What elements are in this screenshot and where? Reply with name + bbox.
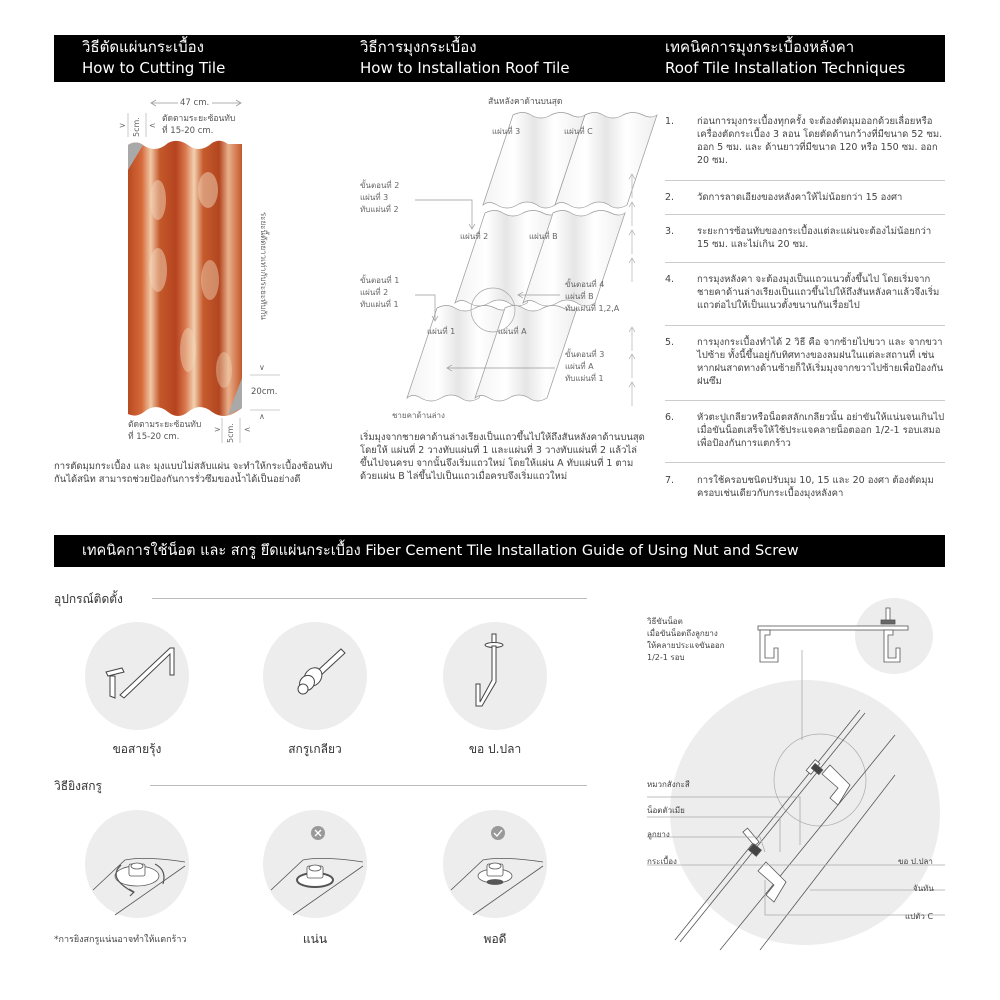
screw-method-label-2: แน่น [302, 932, 328, 946]
cut-tile-illustration [128, 140, 246, 425]
installation-title-en: How to Installation Roof Tile [360, 59, 570, 77]
divider [665, 180, 945, 181]
technique-text: การมุงหลังคา จะต้องมุงเป็นแถวแนวตั้งขึ้นไป โดยเริ่มจากชายคาด้านล่างเรียงเป็นแถวขึ้นไปให้ถึงสันหลังคาแล้วจึงเริ่มแถวต่อไปให้เป็นแนวตั้งขนานกันเรื่อยไป [697, 274, 940, 311]
top-cut-label-2: ที่ 15-20 cm. [162, 126, 214, 136]
step4-line3: ทับแผ่นที่ 1,2,A [565, 304, 620, 313]
technique-item-2 [665, 191, 945, 204]
technique-num: 5. [665, 337, 675, 348]
equipment-label-3: ขอ ป.ปลา [468, 742, 522, 756]
roof-tiles-diagram [355, 110, 645, 410]
part-label-nut: น็อตตัวเมีย [647, 806, 685, 815]
techniques-title-en: Roof Tile Installation Techniques [665, 59, 906, 77]
step1-line3: ทับแผ่นที่ 1 [360, 300, 399, 309]
step3-line2: แผ่นที่ A [565, 362, 594, 371]
arrow-left-glyph: < [149, 121, 156, 130]
equipment-label-1: ขอสายรุ้ง [112, 742, 162, 756]
divider [665, 214, 945, 215]
installation-title-th: วิธีการมุงกระเบื้อง [360, 38, 477, 56]
width-label: 47 cm. [180, 98, 210, 108]
nut-method-line-3: ให้คลายประแจขันออก [647, 641, 725, 650]
rainbow-hook-icon [100, 640, 180, 710]
technique-text: หัวตะปูเกลียวหรือน็อตสลักเกลียวนั้น อย่าขันให้แน่นจนเกินไป เมื่อขันน็อตเสร็จให้ใช้ประแจคลายน็อตออก 1/2-1 รอบเสมอ เพื่อป้องกันการแตกร้าว [697, 412, 945, 449]
part-label-tile: กระเบื้อง [647, 857, 677, 866]
nut-method-line-1: วิธีขันน็อต [647, 617, 683, 626]
side-arrow-up-glyph: ∧ [259, 412, 265, 421]
part-label-rafter: จันทัน [913, 884, 934, 893]
nut-method-line-2: เมื่อขันน็อตถึงลูกยาง [647, 629, 718, 638]
screw-method-title: วิธียิงสกรู [54, 779, 102, 793]
technique-text: ก่อนการมุงกระเบื้องทุกครั้ง จะต้องตัดมุมออกด้วยเลื่อยหรือเครื่องตัดกระเบื้อง 3 ลอน โดยตัดด้านกว้างที่มีขนาด 52 ซม. ออก 5 ซม. และ ด้านยาวที่มีขนาด 120 หรือ 150 ซม. ออก 20 ซม. [697, 116, 943, 166]
top-cut-label-1: ตัดตามระยะซ้อนทับ [162, 114, 236, 124]
cutting-description: การตัดมุมกระเบื้อง และ มุงแบบไม่สลับแผ่น จะทำให้กระเบื้องซ้อนทับกันได้สนิท สามารถช่วยป้องกันการรั่วซึมของน้ำได้เป็นอย่างดี [54, 461, 333, 485]
guide-header [54, 535, 945, 567]
part-label-zinc-cap: หมวกสังกะสี [647, 780, 690, 789]
tile-label-c: แผ่นที่ C [564, 127, 593, 136]
technique-num: 6. [665, 412, 675, 423]
step1-line2: แผ่นที่ 2 [360, 288, 389, 297]
cutting-title-th: วิธีตัดแผ่นกระเบื้อง [82, 38, 204, 56]
technique-item-5 [665, 336, 945, 388]
part-label-rubber: ลูกยาง [647, 830, 670, 839]
arrow-right-glyph: > [119, 121, 126, 130]
technique-num: 4. [665, 274, 675, 285]
nut-assembly-diagram [600, 590, 950, 950]
step2-line3: ทับแผ่นที่ 2 [360, 205, 399, 214]
step4-line1: ขั้นตอนที่ 4 [565, 280, 605, 289]
bottom-arrow-left-glyph: < [244, 425, 251, 434]
side-20cm-label: 20cm. [251, 387, 278, 397]
techniques-title-th: เทคนิคการมุงกระเบื้องหลังคา [665, 38, 855, 56]
tile-label-2: แผ่นที่ 2 [460, 232, 489, 241]
part-label-j-hook: ขอ ป.ปลา [898, 857, 933, 866]
divider [665, 262, 945, 263]
step4-line2: แผ่นที่ B [565, 292, 594, 301]
technique-text: ระยะการซ้อนทับของกระเบื้องแต่ละแผ่นจะต้องไม่น้อยกว่า 15 ซม. และไม่เกิน 20 ซม. [697, 226, 932, 250]
step3-line1: ขั้นตอนที่ 3 [565, 350, 605, 359]
guide-title: เทคนิคการใช้น็อต และ สกรู ยึดแผ่นกระเบื้อง Fiber Cement Tile Installation Guide of Using Nut and Screw [82, 543, 799, 559]
tile-label-3: แผ่นที่ 3 [492, 127, 521, 136]
divider [665, 462, 945, 463]
bottom-5cm-label: 5cm. [226, 423, 235, 443]
technique-num: 2. [665, 192, 675, 203]
tile-label-1: แผ่นที่ 1 [427, 327, 456, 336]
equipment-label-2: สกรูเกลียว [288, 742, 342, 756]
j-hook-icon [470, 632, 520, 722]
technique-text: การใช้ครอบชนิดปรับมุม 10, 15 และ 20 องศา ต้องตัดมุมครอบเช่นเดียวกับกระเบื้องมุงหลังคา [697, 475, 934, 499]
step2-line1: ขั้นตอนที่ 2 [360, 181, 400, 190]
technique-item-4 [665, 273, 945, 312]
ridge-label: สันหลังคาด้านบนสุด [488, 97, 563, 107]
bottom-arrow-right-glyph: > [214, 425, 221, 434]
technique-num: 3. [665, 226, 675, 237]
wrong-icon [311, 826, 325, 840]
screw-method-label-3: พอดี [483, 932, 507, 946]
technique-item-6 [665, 411, 945, 450]
equipment-title: อุปกรณ์ติดตั้ง [54, 592, 123, 606]
top-5cm-label: 5cm. [132, 117, 141, 137]
installation-description: เริ่มมุงจากชายคาด้านล่างเรียงเป็นแถวขึ้นไปให้ถึงสันหลังคาด้านบนสุด โดยให้ แผ่นที่ 2 วางทับแผ่นที่ 1 และแผ่นที่ 3 วางทับแผ่นที่ 2 แล้วไล่ขึ้นไปจนครบ จากนั้นจึงเริ่มแถวใหม่ โดยให้แผ่น A ทับแผ่นที่ 1 ตามด้วยแผ่น B ไล่ขึ้นไปเป็นแถวเมื่อครบจึงเริ่มแถวใหม่ [360, 432, 645, 482]
side-arrow-down-glyph: ∨ [259, 363, 265, 372]
step1-line1: ขั้นตอนที่ 1 [360, 276, 400, 285]
screw-method-label-1: *การยิงสกรูแน่นอาจทำให้แตกร้าว [54, 935, 187, 945]
bottom-cut-label-1: ตัดตามระยะซ้อนทับ [128, 420, 202, 430]
eaves-label: ชายคาด้านล่าง [392, 411, 445, 420]
technique-item-7 [665, 474, 945, 500]
cutting-title-en: How to Cutting Tile [82, 59, 226, 77]
tile-label-a: แผ่นที่ A [498, 327, 527, 336]
technique-num: 7. [665, 475, 675, 486]
step3-line3: ทับแผ่นที่ 1 [565, 374, 604, 383]
part-label-c-purlin: แปตัว C [905, 912, 934, 921]
correct-icon [491, 826, 505, 840]
bottom-cut-label-2: ที่ 15-20 cm. [128, 432, 180, 442]
screw-icon [285, 645, 350, 705]
technique-item-3 [665, 225, 945, 251]
technique-text: การมุงกระเบื้องทำได้ 2 วิธี คือ จากซ้ายไปขวา และ จากขวาไปซ้าย ทั้งนี้ขึ้นอยู่กับทิศทางของลมฝนในแต่ละสถานที่ เช่น หากฝนสาดทางด้านซ้ายก็ให้เริ่มมุงจากขวาไปซ้ายเพื่อป้องกันฝนซึม [697, 337, 944, 387]
step2-line2: แผ่นที่ 3 [360, 193, 389, 202]
technique-item-1 [665, 115, 945, 167]
divider [665, 400, 945, 401]
side-label: ระยะนี้ตัดยาวเท่ากับระยะทับกัน [259, 212, 268, 320]
nut-method-line-4: 1/2-1 รอบ [647, 653, 685, 662]
equipment-divider [152, 598, 587, 599]
screw-method-divider [150, 785, 587, 786]
divider [665, 325, 945, 326]
technique-num: 1. [665, 116, 675, 127]
up-arrows [629, 174, 635, 406]
tile-label-b: แผ่นที่ B [529, 232, 558, 241]
technique-text: วัดการลาดเอียงของหลังคาให้ไม่น้อยกว่า 15 องศา [697, 192, 903, 203]
rotate-screw-icon [85, 810, 189, 918]
